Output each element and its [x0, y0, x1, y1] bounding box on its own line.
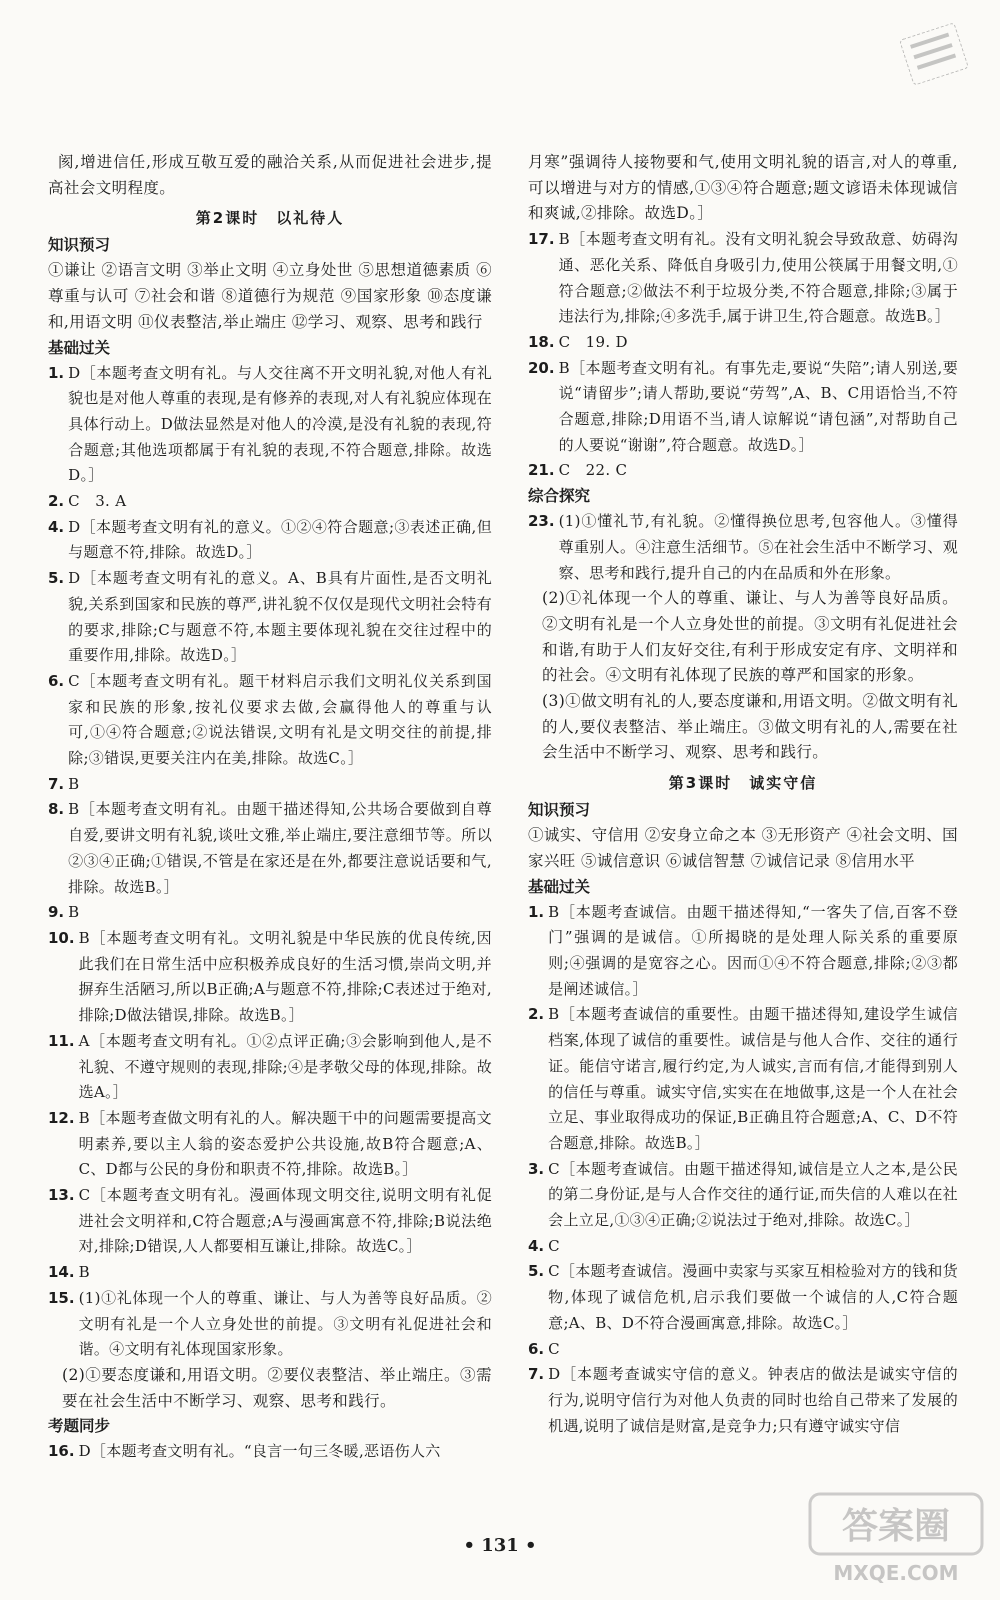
answer-item	[48, 772, 492, 798]
item-number: 20.	[528, 358, 555, 377]
preview-answers-2: ①诚实、守信用 ②安身立命之本 ③无形资产 ④社会文明、国家兴旺 ⑤诚信意识 ⑥诚信智慧 ⑦诚信记录 ⑧信用水平	[528, 826, 958, 870]
preview-answers: ①谦让 ②语言文明 ③举止文明 ④立身处世 ⑤思想道德素质 ⑥尊重与认可 ⑦社会和谐 ⑧道德行为规范 ⑨国家形象 ⑩态度谦和,用语文明 ⑪仪表整洁,举止端庄 ⑫学习、观察、思考和践行	[48, 261, 492, 331]
item-number: 10.	[48, 928, 75, 947]
svg-text:MXQE.COM: MXQE.COM	[833, 1561, 959, 1585]
explore-heading: 综合探究	[528, 487, 591, 506]
item-text: D［本题考查文明有礼的意义。A、B具有片面性,是否文明礼貌,关系到国家和民族的尊严,讲礼貌不仅仅是现代文明社会特有的要求,排除;C与题意不符,本题主要体现礼貌在交往过程中的重要作用,排除。故选D。］	[68, 569, 492, 665]
item-text: (1)①礼体现一个人的尊重、谦让、与人为善等良好品质。②文明有礼是一个人立身处世的前提。③文明有礼促进社会和谐。④文明有礼体现国家形象。	[78, 1288, 492, 1359]
item-text: D［本题考查诚实守信的意义。钟表店的做法是诚实守信的行为,说明守信行为对他人负责的同时也给自己带来了发展的机遇,说明了诚信是财富,是竞争力;只有遵守诚实守信	[548, 1365, 958, 1435]
answer-item	[48, 900, 492, 926]
item-number: 4.	[48, 517, 65, 536]
answer-item	[48, 515, 492, 566]
item-number: 21.	[528, 461, 555, 480]
preview-heading-2: 知识预习	[528, 801, 591, 820]
answer-item	[48, 797, 492, 900]
basic-heading-2: 基础过关	[528, 877, 591, 896]
answer-item	[48, 926, 492, 1029]
item-number: 1.	[528, 902, 545, 921]
item-number: 5.	[528, 1262, 545, 1281]
item-text: D［本题考查文明有礼。“良言一句三冬暖,恶语伤人六	[78, 1442, 441, 1461]
q23-part3: (3)①做文明有礼的人,要态度谦和,用语文明。②做文明有礼的人,要仪表整洁、举止端庄。③做文明有礼的人,需要在社会生活中不断学习、观察、思考和践行。	[542, 692, 958, 762]
item-text: C 19. D	[558, 332, 628, 351]
item-text: C 22. C	[558, 461, 628, 480]
item-number: 2.	[48, 492, 65, 511]
answer-item	[528, 330, 958, 356]
item-number: 7.	[48, 774, 65, 793]
item-number: 14.	[48, 1263, 75, 1282]
page-number: • 131 •	[463, 1535, 537, 1556]
item-number: 11.	[48, 1031, 75, 1050]
item-text: B［本题考查文明有礼。由题干描述得知,公共场合要做到自尊自爱,要讲文明有礼貌,谈吐文雅,举止端庄,要注意细节等。所以②③④正确;①错误,不管是在家还是在外,都要注意说话要和气,排除。故选B。］	[68, 800, 492, 896]
q16-continuation: 月寒”强调待人接物要和气,使用文明礼貌的语言,对人的尊重,可以增进与对方的情感,①③④符合题意;题文谚语未体现诚信和爽诚,②排除。故选D。］	[528, 153, 958, 223]
item-text: B	[68, 903, 80, 922]
answer-item	[48, 1183, 492, 1260]
item-number: 7.	[528, 1365, 545, 1384]
basic-heading: 基础过关	[48, 338, 111, 357]
answer-item	[528, 1234, 958, 1260]
item-number: 12.	[48, 1108, 75, 1127]
item-number: 4.	[528, 1236, 545, 1255]
answer-item	[48, 1260, 492, 1286]
answer-item	[48, 489, 492, 515]
item-text: B［本题考查做文明有礼的人。解决题干中的问题需要提高文明素养,要以主人翁的姿态爱护公共设施,故B符合题意;A、C、D都与公民的身份和职责不符,排除。故选B。］	[78, 1108, 492, 1179]
corner-stamp	[899, 22, 969, 86]
item-number: 8.	[48, 800, 65, 819]
lesson-2-title: 第2课时 以礼待人	[195, 209, 345, 228]
item-text: C［本题考查诚信。由题干描述得知,诚信是立人之本,是公民的第二身份证,是与人合作交往的通行证,而失信的人难以在社会上立足,①③④正确;②说法过于绝对,排除。故选C。］	[548, 1159, 958, 1230]
item-text: A［本题考查文明有礼。①②点评正确;③会影响到他人,是不礼貌、不遵守规则的表现,排除;④是孝敬父母的体现,排除。故选A。］	[78, 1031, 492, 1102]
sync-heading: 考题同步	[48, 1417, 111, 1436]
item-text: B	[78, 1263, 90, 1282]
item-text: C	[548, 1339, 560, 1358]
answer-item	[48, 1286, 492, 1363]
item-text: B［本题考查诚信。由题干描述得知,“一客失了信,百客不登门”强调的是诚信。①所揭晓的是处理人际关系的重要原则;④强调的是宽容之心。因而①④不符合题意,排除;②③都是阐述诚信。］	[548, 902, 958, 998]
item-number: 6.	[528, 1339, 545, 1358]
item-text: B［本题考查诚信的重要性。由题干描述得知,建设学生诚信档案,体现了诚信的重要性。诚信是与他人合作、交往的通行证。能信守诺言,履行约定,为人诚实,言而有信,才能得到别人的信任与尊重。诚实守信,实实在在地做事,这是一个人在社会立足、事业取得成功的保证,B正确且符合题意;A、C、D不符合题意,排除。故选B。］	[548, 1005, 958, 1152]
item-text: (1)①懂礼节,有礼貌。②懂得换位思考,包容他人。③懂得尊重别人。④注意生活细节。⑤在社会生活中不断学习、观察、思考和践行,提升自己的内在品质和外在形象。	[558, 512, 958, 582]
q23-part2: (2)①礼体现一个人的尊重、谦让、与人为善等良好品质。②文明有礼是一个人立身处世的前提。③文明有礼促进社会和谐,有助于人们友好交往,有利于形成安定有序、文明祥和的社会。④文明有礼体现了民族的尊严和国家的形象。	[542, 589, 958, 685]
item-text: C［本题考查文明有礼。题干材料启示我们文明礼仪关系到国家和民族的形象,按礼仪要求去做,会赢得他人的尊重与认可,①④符合题意;②说法错误,文明有礼是文明交往的前提,排除;③错误,更要关注内在美,排除。故选C。］	[68, 671, 492, 768]
item-number: 15.	[48, 1288, 75, 1307]
answer-item	[528, 356, 958, 459]
item-text: B	[68, 774, 80, 793]
item-number: 18.	[528, 332, 555, 351]
item-text: D［本题考查文明有礼的意义。①②④符合题意;③表述正确,但与题意不符,排除。故选D。］	[68, 517, 492, 562]
answer-item	[48, 669, 492, 772]
lesson-3-title: 第3课时 诚实守信	[668, 774, 818, 793]
item-text: B［本题考查文明有礼。有事先走,要说“失陪”;请人别送,要说“请留步”;请人帮助,要说“劳驾”,A、B、C用语恰当,不符合题意,排除;D用语不当,请人谅解说“请包涵”,对帮助自己的人要说“谢谢”,符合题意。故选D。］	[558, 358, 958, 454]
answer-item	[528, 900, 958, 1003]
item-number: 2.	[528, 1005, 545, 1024]
item-number: 9.	[48, 903, 65, 922]
item-number: 5.	[48, 569, 65, 588]
svg-text:答案圈: 答案圈	[841, 1506, 951, 1547]
answer-item	[528, 458, 958, 484]
watermark-logo-icon	[806, 1488, 986, 1588]
right-column	[528, 150, 958, 1439]
item-number: 17.	[528, 230, 555, 249]
answer-item	[528, 509, 958, 586]
item-number: 6.	[48, 671, 65, 690]
item-number: 1.	[48, 363, 65, 382]
answer-item	[48, 1029, 492, 1106]
answer-item	[48, 1439, 492, 1465]
item-number: 23.	[528, 512, 555, 531]
item-number: 16.	[48, 1442, 75, 1461]
item-number: 3.	[528, 1159, 545, 1178]
answer-item	[528, 1337, 958, 1363]
answer-item	[48, 361, 492, 490]
answer-item	[528, 1259, 958, 1336]
answer-item	[48, 1106, 492, 1183]
item-text: C	[548, 1236, 560, 1255]
item-number: 13.	[48, 1186, 75, 1205]
answer-item	[528, 1157, 958, 1234]
q15-part2: (2)①要态度谦和,用语文明。②要仪表整洁、举止端庄。③需要在社会生活中不断学习、观察、思考和践行。	[62, 1365, 492, 1410]
intro-text: 阂,增进信任,形成互敬互爱的融洽关系,从而促进社会进步,提高社会文明程度。	[48, 153, 492, 197]
item-text: B［本题考查文明有礼。没有文明礼貌会导致敌意、妨碍沟通、恶化关系、降低自身吸引力,使用公筷属于用餐文明,①符合题意;②做法不利于垃圾分类,不符合题意,排除;③属于违法行为,排除;④多洗手,属于讲卫生,符合题意。故选B。］	[558, 230, 958, 326]
answer-item	[528, 1002, 958, 1156]
left-column	[48, 150, 492, 1465]
answer-item	[48, 566, 492, 669]
answer-item	[528, 1362, 958, 1439]
item-text: C［本题考查诚信。漫画中卖家与买家互相检验对方的钱和货物,体现了诚信危机,启示我们要做一个诚信的人,C符合题意;A、B、D不符合漫画寓意,排除。故选C。］	[548, 1262, 958, 1332]
preview-heading: 知识预习	[48, 236, 111, 255]
item-text: D［本题考查文明有礼。与人交往离不开文明礼貌,对他人有礼貌也是对他人尊重的表现,是有修养的表现,对人有礼貌应体现在具体行动上。D做法显然是对他人的冷漠,是没有礼貌的表现,符合题意;其他选项都属于有礼貌的表现,不符合题意,排除。故选D。］	[68, 363, 492, 485]
item-text: B［本题考查文明有礼。文明礼貌是中华民族的优良传统,因此我们在日常生活中应积极养成良好的生活习惯,崇尚文明,并摒弃生活陋习,所以B正确;A与题意不符,排除;C表述过于绝对,排除;D做法错误,排除。故选B。］	[78, 928, 492, 1025]
answer-item	[528, 227, 958, 330]
item-text: C 3. A	[68, 492, 127, 511]
item-text: C［本题考查文明有礼。漫画体现文明交往,说明文明有礼促进社会文明祥和,C符合题意;A与漫画寓意不符,排除;B说法绝对,排除;D错误,人人都要相互谦让,排除。故选C。］	[78, 1186, 492, 1256]
